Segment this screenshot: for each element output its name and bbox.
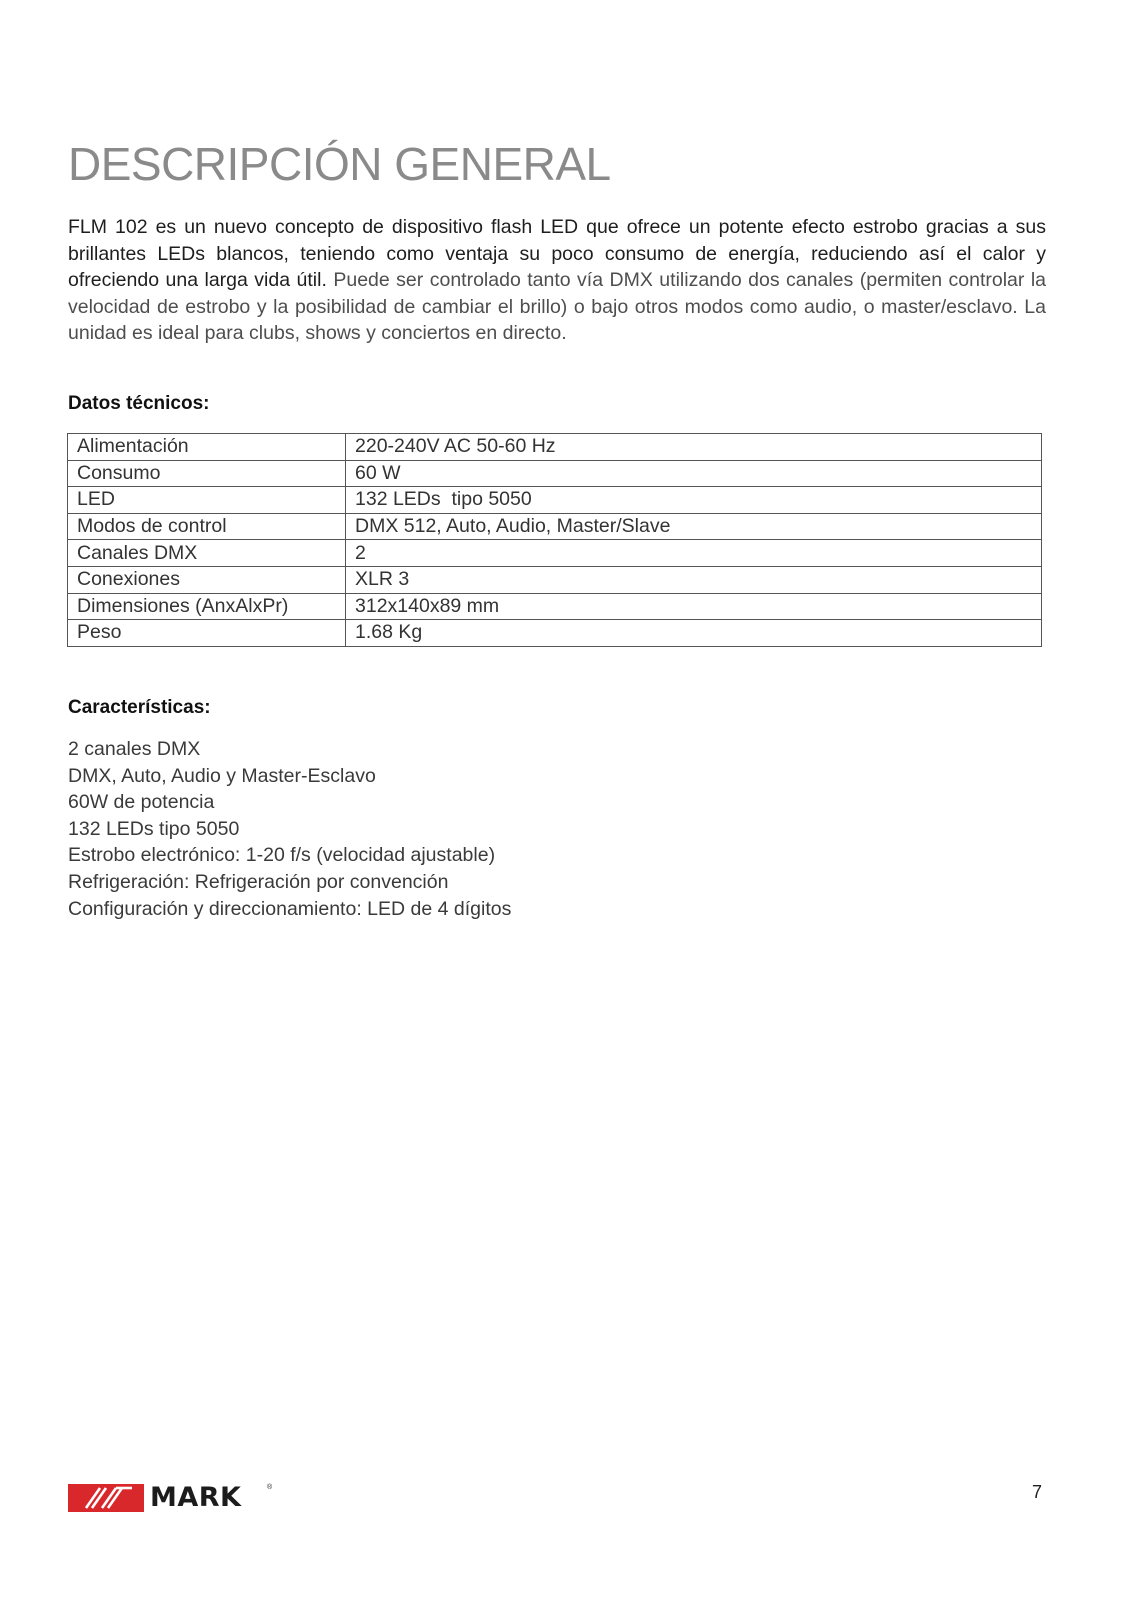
list-item: 60W de potencia [68,791,215,814]
spec-label: Dimensiones (AnxAlxPr) [68,593,346,620]
spec-label: Canales DMX [68,540,346,567]
features-heading: Características: [68,697,211,718]
registered-mark: ® [267,1484,273,1491]
spec-value: DMX 512, Auto, Audio, Master/Slave [346,513,1042,540]
spec-value: 220-240V AC 50-60 Hz [346,434,1042,461]
table-row [68,620,1042,647]
spec-label: Peso [68,620,346,647]
spec-value: 312x140x89 mm [346,593,1042,620]
spec-label: Conexiones [68,566,346,593]
brand-logo [68,1482,278,1512]
page-number: 7 [1031,1482,1042,1502]
logo-mark-icon [68,1484,144,1512]
list-item: 132 LEDs tipo 5050 [68,817,240,840]
list-item: DMX, Auto, Audio y Master-Esclavo [68,764,376,787]
list-item: 2 canales DMX [68,738,201,760]
intro-lead: FLM 102 es un nuevo concepto de dispositivo flash LED que ofrece un potente efecto estrobo gracias a sus brillantes LEDs blancos, teniendo como ventaja su poco consumo de energía, reduciendo así el calor y ofreciendo una larga vida útil. [68,216,1046,292]
list-item: Refrigeración: Refrigeración por convención [68,870,449,893]
spec-label: LED [68,487,346,514]
list-item: Estrobo electrónico: 1-20 f/s (velocidad ajustable) [68,844,496,867]
table-row [68,566,1042,593]
spec-label: Alimentación [68,434,346,461]
spec-value: 2 [346,540,1042,567]
spec-value: 1.68 Kg [346,620,1042,647]
features-list [68,736,511,922]
intro-paragraph [68,214,1046,347]
table-row [68,593,1042,620]
specs-table [67,433,1042,647]
page-title: DESCRIPCIÓN GENERAL [68,138,611,190]
table-row [68,487,1042,514]
table-row [68,513,1042,540]
spec-value: 132 LEDs tipo 5050 [346,487,1042,514]
specs-heading: Datos técnicos: [68,393,210,414]
list-item: Configuración y direccionamiento: LED de 4 dígitos [68,897,512,920]
table-row [68,540,1042,567]
table-row [68,460,1042,487]
spec-label: Consumo [68,460,346,487]
intro-rest: Puede ser controlado tanto vía DMX utilizando dos canales (permiten controlar la velocidad de estrobo y la posibilidad de cambiar el brillo) o bajo otros modos como audio, o master/esclavo. La unidad es ideal para clubs, shows y conciertos en directo. [68,269,1047,345]
brand-name: MARK [150,1482,242,1513]
spec-value: 60 W [346,460,1042,487]
table-row [68,434,1042,461]
spec-value: XLR 3 [346,566,1042,593]
spec-label: Modos de control [68,513,346,540]
